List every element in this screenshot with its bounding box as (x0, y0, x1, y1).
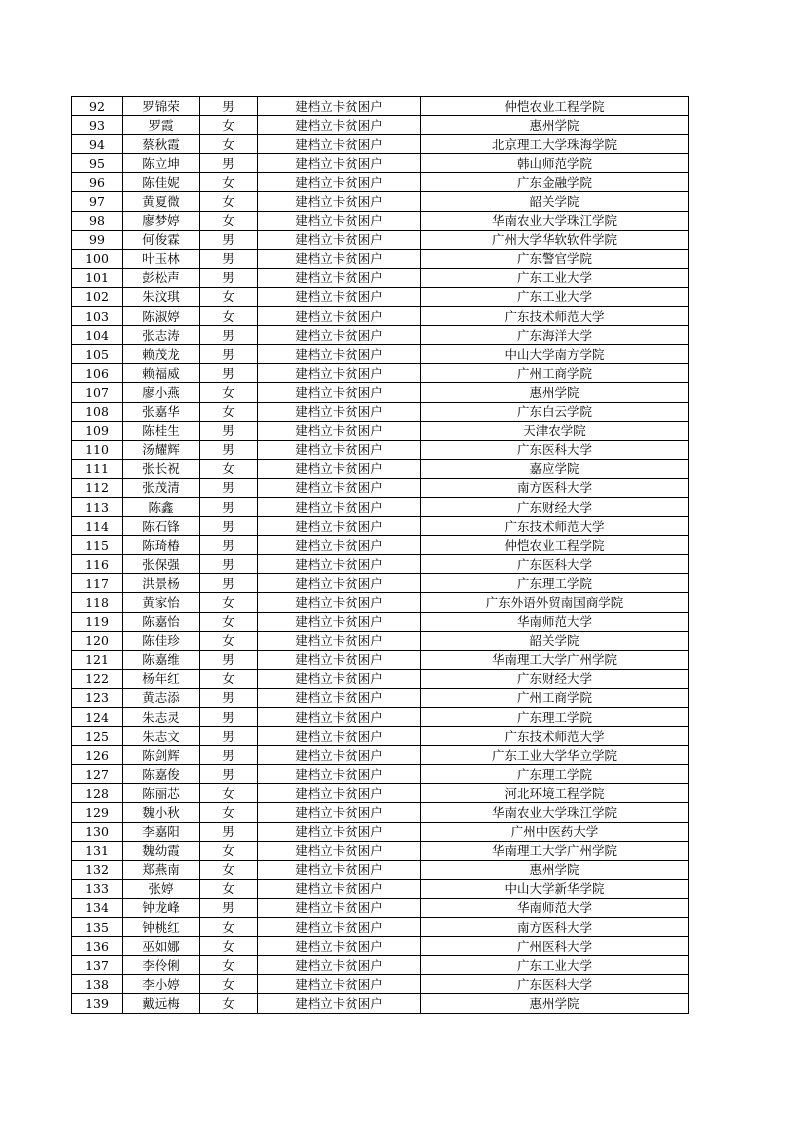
row-number-cell: 133 (72, 879, 123, 898)
table-row (72, 822, 689, 841)
table-row (72, 612, 689, 631)
school-cell: 仲恺农业工程学院 (421, 536, 689, 555)
table-row (72, 116, 689, 135)
gender-cell: 男 (200, 421, 258, 440)
student-name-cell: 陈桂生 (123, 421, 200, 440)
gender-cell: 女 (200, 956, 258, 975)
school-cell: 广东技术师范大学 (421, 727, 689, 746)
school-cell: 中山大学南方学院 (421, 345, 689, 364)
row-number-cell: 116 (72, 555, 123, 574)
school-cell: 广东工业大学 (421, 268, 689, 287)
row-number-cell: 106 (72, 364, 123, 383)
row-number-cell: 104 (72, 326, 123, 345)
student-name-cell: 黄志添 (123, 688, 200, 707)
table-row (72, 326, 689, 345)
row-number-cell: 125 (72, 727, 123, 746)
category-cell: 建档立卡贫困户 (258, 536, 421, 555)
category-cell: 建档立卡贫困户 (258, 326, 421, 345)
student-name-cell: 陈立坤 (123, 154, 200, 173)
school-cell: 广州工商学院 (421, 688, 689, 707)
table-row (72, 154, 689, 173)
row-number-cell: 114 (72, 517, 123, 536)
student-name-cell: 张嘉华 (123, 402, 200, 421)
table-row (72, 287, 689, 306)
gender-cell: 女 (200, 975, 258, 994)
gender-cell: 女 (200, 879, 258, 898)
category-cell: 建档立卡贫困户 (258, 440, 421, 459)
category-cell: 建档立卡贫困户 (258, 631, 421, 650)
student-name-cell: 戴远梅 (123, 994, 200, 1013)
gender-cell: 女 (200, 173, 258, 192)
row-number-cell: 137 (72, 956, 123, 975)
student-name-cell: 李小婷 (123, 975, 200, 994)
school-cell: 惠州学院 (421, 860, 689, 879)
school-cell: 惠州学院 (421, 116, 689, 135)
table-row (72, 937, 689, 956)
school-cell: 韶关学院 (421, 631, 689, 650)
gender-cell: 女 (200, 287, 258, 306)
row-number-cell: 128 (72, 784, 123, 803)
category-cell: 建档立卡贫困户 (258, 727, 421, 746)
category-cell: 建档立卡贫困户 (258, 211, 421, 230)
row-number-cell: 135 (72, 918, 123, 937)
row-number-cell: 105 (72, 345, 123, 364)
table-row (72, 307, 689, 326)
table-row (72, 555, 689, 574)
category-cell: 建档立卡贫困户 (258, 249, 421, 268)
student-name-cell: 陈嘉俊 (123, 765, 200, 784)
gender-cell: 男 (200, 765, 258, 784)
table-row (72, 669, 689, 688)
student-name-cell: 陈丽芯 (123, 784, 200, 803)
row-number-cell: 103 (72, 307, 123, 326)
table-row (72, 230, 689, 249)
school-cell: 广东理工学院 (421, 708, 689, 727)
table-row (72, 459, 689, 478)
school-cell: 广州工商学院 (421, 364, 689, 383)
category-cell: 建档立卡贫困户 (258, 784, 421, 803)
gender-cell: 女 (200, 402, 258, 421)
gender-cell: 男 (200, 708, 258, 727)
table-row (72, 918, 689, 937)
school-cell: 广东白云学院 (421, 402, 689, 421)
table-row (72, 841, 689, 860)
school-cell: 广东技术师范大学 (421, 517, 689, 536)
school-cell: 南方医科大学 (421, 478, 689, 497)
table-row (72, 192, 689, 211)
table-row (72, 574, 689, 593)
row-number-cell: 118 (72, 593, 123, 612)
category-cell: 建档立卡贫困户 (258, 268, 421, 287)
row-number-cell: 124 (72, 708, 123, 727)
gender-cell: 男 (200, 517, 258, 536)
student-name-cell: 魏幼霞 (123, 841, 200, 860)
gender-cell: 男 (200, 727, 258, 746)
table-row (72, 975, 689, 994)
gender-cell: 女 (200, 116, 258, 135)
school-cell: 天津农学院 (421, 421, 689, 440)
student-name-cell: 陈佳妮 (123, 173, 200, 192)
student-name-cell: 张长祝 (123, 459, 200, 478)
category-cell: 建档立卡贫困户 (258, 822, 421, 841)
category-cell: 建档立卡贫困户 (258, 688, 421, 707)
student-name-cell: 张婷 (123, 879, 200, 898)
category-cell: 建档立卡贫困户 (258, 402, 421, 421)
table-row (72, 879, 689, 898)
gender-cell: 女 (200, 803, 258, 822)
gender-cell: 男 (200, 230, 258, 249)
category-cell: 建档立卡贫困户 (258, 860, 421, 879)
category-cell: 建档立卡贫困户 (258, 994, 421, 1013)
school-cell: 广东工业大学 (421, 287, 689, 306)
row-number-cell: 121 (72, 650, 123, 669)
category-cell: 建档立卡贫困户 (258, 517, 421, 536)
row-number-cell: 108 (72, 402, 123, 421)
category-cell: 建档立卡贫困户 (258, 956, 421, 975)
category-cell: 建档立卡贫困户 (258, 135, 421, 154)
row-number-cell: 120 (72, 631, 123, 650)
table-row (72, 803, 689, 822)
gender-cell: 男 (200, 154, 258, 173)
gender-cell: 男 (200, 440, 258, 459)
table-row (72, 688, 689, 707)
category-cell: 建档立卡贫困户 (258, 593, 421, 612)
row-number-cell: 99 (72, 230, 123, 249)
student-list-table (71, 96, 689, 1014)
category-cell: 建档立卡贫困户 (258, 555, 421, 574)
category-cell: 建档立卡贫困户 (258, 459, 421, 478)
student-name-cell: 陈嘉维 (123, 650, 200, 669)
table-row (72, 727, 689, 746)
student-name-cell: 何俊霖 (123, 230, 200, 249)
student-name-cell: 李嘉阳 (123, 822, 200, 841)
school-cell: 中山大学新华学院 (421, 879, 689, 898)
gender-cell: 男 (200, 345, 258, 364)
student-name-cell: 陈琦椿 (123, 536, 200, 555)
school-cell: 韶关学院 (421, 192, 689, 211)
table-row (72, 440, 689, 459)
school-cell: 广州中医药大学 (421, 822, 689, 841)
category-cell: 建档立卡贫困户 (258, 116, 421, 135)
table-row (72, 765, 689, 784)
row-number-cell: 101 (72, 268, 123, 287)
student-name-cell: 张志涛 (123, 326, 200, 345)
table-row (72, 956, 689, 975)
table-row (72, 784, 689, 803)
school-cell: 广东财经大学 (421, 669, 689, 688)
student-name-cell: 洪景杨 (123, 574, 200, 593)
category-cell: 建档立卡贫困户 (258, 345, 421, 364)
category-cell: 建档立卡贫困户 (258, 975, 421, 994)
row-number-cell: 119 (72, 612, 123, 631)
gender-cell: 男 (200, 898, 258, 917)
category-cell: 建档立卡贫困户 (258, 669, 421, 688)
row-number-cell: 136 (72, 937, 123, 956)
table-row (72, 173, 689, 192)
school-cell: 广东技术师范大学 (421, 307, 689, 326)
row-number-cell: 113 (72, 497, 123, 516)
school-cell: 嘉应学院 (421, 459, 689, 478)
student-name-cell: 罗锦荣 (123, 97, 200, 116)
table-row (72, 994, 689, 1013)
table-row (72, 383, 689, 402)
student-name-cell: 巫如娜 (123, 937, 200, 956)
table-body (72, 97, 689, 1014)
category-cell: 建档立卡贫困户 (258, 650, 421, 669)
school-cell: 广东理工学院 (421, 765, 689, 784)
row-number-cell: 111 (72, 459, 123, 478)
row-number-cell: 139 (72, 994, 123, 1013)
gender-cell: 女 (200, 593, 258, 612)
gender-cell: 男 (200, 364, 258, 383)
student-name-cell: 汤耀辉 (123, 440, 200, 459)
gender-cell: 男 (200, 555, 258, 574)
school-cell: 华南理工大学广州学院 (421, 650, 689, 669)
category-cell: 建档立卡贫困户 (258, 192, 421, 211)
category-cell: 建档立卡贫困户 (258, 765, 421, 784)
table-row (72, 860, 689, 879)
school-cell: 广东理工学院 (421, 574, 689, 593)
school-cell: 广东海洋大学 (421, 326, 689, 345)
student-name-cell: 赖福威 (123, 364, 200, 383)
category-cell: 建档立卡贫困户 (258, 937, 421, 956)
row-number-cell: 130 (72, 822, 123, 841)
table-row (72, 593, 689, 612)
student-name-cell: 钟龙峰 (123, 898, 200, 917)
category-cell: 建档立卡贫困户 (258, 708, 421, 727)
gender-cell: 男 (200, 746, 258, 765)
row-number-cell: 109 (72, 421, 123, 440)
school-cell: 广东工业大学华立学院 (421, 746, 689, 765)
gender-cell: 女 (200, 383, 258, 402)
gender-cell: 女 (200, 192, 258, 211)
table-row (72, 364, 689, 383)
student-name-cell: 陈鑫 (123, 497, 200, 516)
school-cell: 华南师范大学 (421, 612, 689, 631)
row-number-cell: 129 (72, 803, 123, 822)
school-cell: 广东医科大学 (421, 555, 689, 574)
school-cell: 南方医科大学 (421, 918, 689, 937)
table-row (72, 478, 689, 497)
gender-cell: 女 (200, 631, 258, 650)
table-row (72, 249, 689, 268)
student-name-cell: 朱汶琪 (123, 287, 200, 306)
gender-cell: 男 (200, 97, 258, 116)
category-cell: 建档立卡贫困户 (258, 841, 421, 860)
gender-cell: 女 (200, 211, 258, 230)
student-name-cell: 陈嘉怡 (123, 612, 200, 631)
table-row (72, 402, 689, 421)
row-number-cell: 122 (72, 669, 123, 688)
row-number-cell: 93 (72, 116, 123, 135)
gender-cell: 女 (200, 841, 258, 860)
gender-cell: 男 (200, 688, 258, 707)
student-name-cell: 朱志文 (123, 727, 200, 746)
gender-cell: 男 (200, 268, 258, 287)
student-name-cell: 蔡秋霞 (123, 135, 200, 154)
student-name-cell: 廖梦婷 (123, 211, 200, 230)
student-name-cell: 陈石锋 (123, 517, 200, 536)
category-cell: 建档立卡贫困户 (258, 364, 421, 383)
gender-cell: 女 (200, 994, 258, 1013)
table-row (72, 898, 689, 917)
gender-cell: 女 (200, 612, 258, 631)
category-cell: 建档立卡贫困户 (258, 746, 421, 765)
row-number-cell: 97 (72, 192, 123, 211)
row-number-cell: 94 (72, 135, 123, 154)
school-cell: 广东财经大学 (421, 497, 689, 516)
table-row (72, 746, 689, 765)
category-cell: 建档立卡贫困户 (258, 497, 421, 516)
row-number-cell: 127 (72, 765, 123, 784)
category-cell: 建档立卡贫困户 (258, 173, 421, 192)
student-name-cell: 郑燕南 (123, 860, 200, 879)
row-number-cell: 134 (72, 898, 123, 917)
school-cell: 华南理工大学广州学院 (421, 841, 689, 860)
student-name-cell: 杨年红 (123, 669, 200, 688)
table-row (72, 517, 689, 536)
student-name-cell: 朱志灵 (123, 708, 200, 727)
table-row (72, 97, 689, 116)
student-name-cell: 彭松声 (123, 268, 200, 287)
category-cell: 建档立卡贫困户 (258, 918, 421, 937)
school-cell: 广东外语外贸南国商学院 (421, 593, 689, 612)
school-cell: 惠州学院 (421, 383, 689, 402)
category-cell: 建档立卡贫困户 (258, 287, 421, 306)
gender-cell: 男 (200, 574, 258, 593)
student-name-cell: 钟桃红 (123, 918, 200, 937)
row-number-cell: 102 (72, 287, 123, 306)
category-cell: 建档立卡贫困户 (258, 574, 421, 593)
row-number-cell: 112 (72, 478, 123, 497)
row-number-cell: 95 (72, 154, 123, 173)
row-number-cell: 100 (72, 249, 123, 268)
gender-cell: 女 (200, 937, 258, 956)
student-name-cell: 张保强 (123, 555, 200, 574)
table-row (72, 536, 689, 555)
school-cell: 广东警官学院 (421, 249, 689, 268)
row-number-cell: 110 (72, 440, 123, 459)
table-row (72, 631, 689, 650)
row-number-cell: 98 (72, 211, 123, 230)
student-name-cell: 陈佳珍 (123, 631, 200, 650)
category-cell: 建档立卡贫困户 (258, 154, 421, 173)
school-cell: 华南农业大学珠江学院 (421, 211, 689, 230)
table-row (72, 421, 689, 440)
student-name-cell: 李伶俐 (123, 956, 200, 975)
table-row (72, 497, 689, 516)
student-name-cell: 黄夏微 (123, 192, 200, 211)
school-cell: 华南师范大学 (421, 898, 689, 917)
category-cell: 建档立卡贫困户 (258, 383, 421, 402)
table-row (72, 708, 689, 727)
school-cell: 广东医科大学 (421, 440, 689, 459)
student-name-cell: 陈剑辉 (123, 746, 200, 765)
gender-cell: 男 (200, 536, 258, 555)
category-cell: 建档立卡贫困户 (258, 307, 421, 326)
row-number-cell: 96 (72, 173, 123, 192)
row-number-cell: 126 (72, 746, 123, 765)
gender-cell: 女 (200, 459, 258, 478)
school-cell: 北京理工大学珠海学院 (421, 135, 689, 154)
school-cell: 广东医科大学 (421, 975, 689, 994)
gender-cell: 女 (200, 307, 258, 326)
row-number-cell: 131 (72, 841, 123, 860)
category-cell: 建档立卡贫困户 (258, 97, 421, 116)
table-row (72, 211, 689, 230)
student-name-cell: 叶玉林 (123, 249, 200, 268)
student-name-cell: 赖茂龙 (123, 345, 200, 364)
table-row (72, 345, 689, 364)
gender-cell: 女 (200, 918, 258, 937)
student-name-cell: 罗霞 (123, 116, 200, 135)
category-cell: 建档立卡贫困户 (258, 612, 421, 631)
row-number-cell: 107 (72, 383, 123, 402)
table-row (72, 268, 689, 287)
row-number-cell: 132 (72, 860, 123, 879)
gender-cell: 男 (200, 249, 258, 268)
row-number-cell: 138 (72, 975, 123, 994)
school-cell: 惠州学院 (421, 994, 689, 1013)
school-cell: 仲恺农业工程学院 (421, 97, 689, 116)
school-cell: 华南农业大学珠江学院 (421, 803, 689, 822)
gender-cell: 男 (200, 478, 258, 497)
category-cell: 建档立卡贫困户 (258, 879, 421, 898)
category-cell: 建档立卡贫困户 (258, 803, 421, 822)
school-cell: 广东金融学院 (421, 173, 689, 192)
category-cell: 建档立卡贫困户 (258, 230, 421, 249)
student-name-cell: 张茂清 (123, 478, 200, 497)
row-number-cell: 123 (72, 688, 123, 707)
category-cell: 建档立卡贫困户 (258, 898, 421, 917)
row-number-cell: 115 (72, 536, 123, 555)
row-number-cell: 117 (72, 574, 123, 593)
school-cell: 广东工业大学 (421, 956, 689, 975)
category-cell: 建档立卡贫困户 (258, 478, 421, 497)
gender-cell: 女 (200, 669, 258, 688)
gender-cell: 男 (200, 822, 258, 841)
table-row (72, 135, 689, 154)
student-name-cell: 陈淑婷 (123, 307, 200, 326)
student-name-cell: 廖小燕 (123, 383, 200, 402)
school-cell: 韩山师范学院 (421, 154, 689, 173)
category-cell: 建档立卡贫困户 (258, 421, 421, 440)
gender-cell: 男 (200, 326, 258, 345)
gender-cell: 男 (200, 497, 258, 516)
table-row (72, 650, 689, 669)
gender-cell: 女 (200, 860, 258, 879)
gender-cell: 女 (200, 135, 258, 154)
gender-cell: 女 (200, 784, 258, 803)
gender-cell: 男 (200, 650, 258, 669)
student-name-cell: 魏小秋 (123, 803, 200, 822)
school-cell: 河北环境工程学院 (421, 784, 689, 803)
school-cell: 广州大学华软软件学院 (421, 230, 689, 249)
student-name-cell: 黄家怡 (123, 593, 200, 612)
row-number-cell: 92 (72, 97, 123, 116)
school-cell: 广州医科大学 (421, 937, 689, 956)
